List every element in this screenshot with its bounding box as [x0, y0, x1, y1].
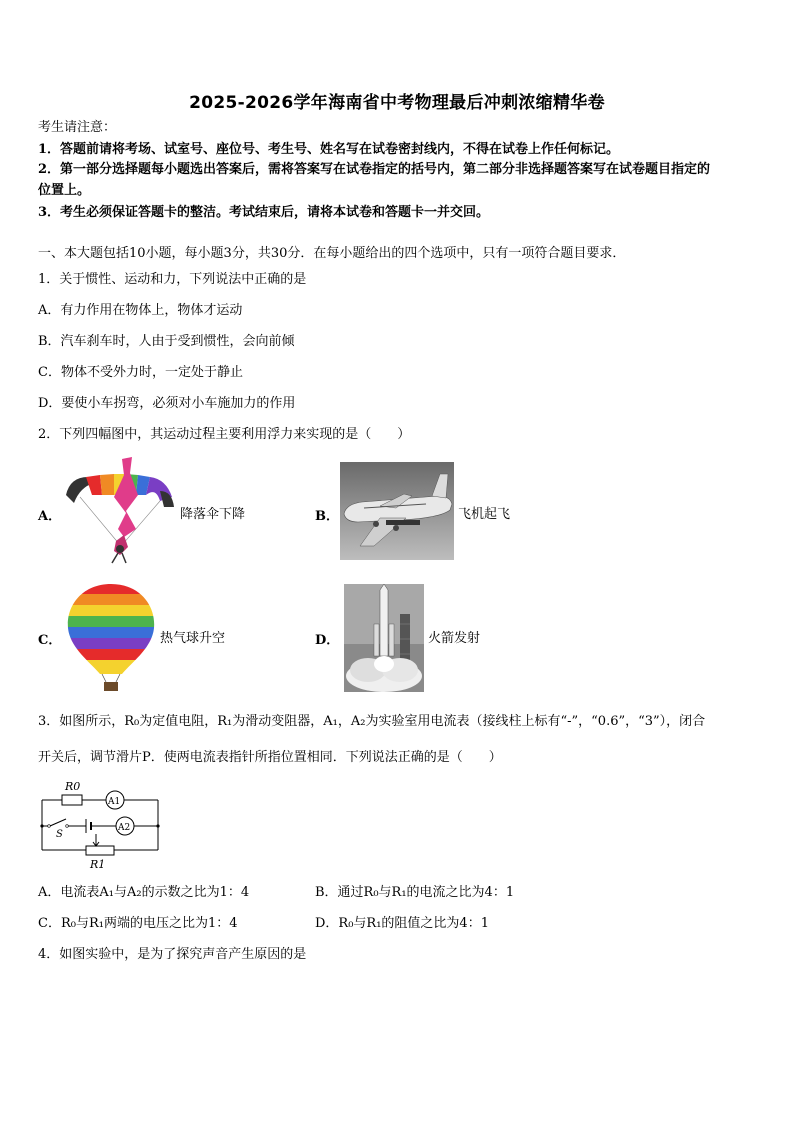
- q2-option-c-letter: C．: [38, 633, 62, 648]
- switch-label: S: [56, 829, 63, 840]
- q3-option-d: D．R₀与R₁的阻值之比为4：1: [315, 916, 489, 931]
- q2-option-a-caption: 降落伞下降: [180, 507, 246, 522]
- question-4-stem: 4．如图实验中，是为了探究声音产生原因的是: [38, 947, 307, 962]
- hot-air-balloon-image: [62, 582, 160, 692]
- notice-heading: 考生请注意：: [38, 120, 117, 135]
- q2-option-a-letter: A．: [38, 509, 62, 524]
- q3-option-b: B．通过R₀与R₁的电流之比为4：1: [315, 885, 515, 900]
- notice-item: 位置上。: [38, 183, 91, 198]
- q2-option-c-caption: 热气球升空: [160, 631, 226, 646]
- q2-option-b-letter: B．: [315, 509, 339, 524]
- q2-option-d-letter: D．: [315, 633, 340, 648]
- parachute-image: [60, 455, 178, 567]
- notice-item: 3．考生必须保证答题卡的整洁。考试结束后，请将本试卷和答题卡一并交回。: [38, 205, 490, 220]
- notice-item: 2．第一部分选择题每小题选出答案后，需将答案写在试卷指定的括号内，第二部分非选择题答案写在试卷题目指定的: [38, 162, 711, 177]
- question-3-stem: 3．如图所示，R₀为定值电阻，R₁为滑动变阻器，A₁，A₂为实验室用电流表（接线柱上标有“-”，“0.6”，“3”），闭合: [38, 714, 706, 729]
- a1-label: A1: [108, 797, 121, 807]
- q2-option-d-caption: 火箭发射: [428, 631, 481, 646]
- q1-option-b: B．汽车刹车时，人由于受到惯性，会向前倾: [38, 334, 295, 349]
- airplane-image: [340, 462, 454, 560]
- q1-option-c: C．物体不受外力时，一定处于静止: [38, 365, 243, 380]
- question-3-stem-cont: 开关后，调节滑片P．使两电流表指针所指位置相同．下列说法正确的是（ ）: [38, 750, 502, 765]
- q3-option-c: C．R₀与R₁两端的电压之比为1：4: [38, 916, 238, 931]
- q3-option-a: A．电流表A₁与A₂的示数之比为1：4: [38, 885, 250, 900]
- circuit-diagram: [36, 776, 166, 872]
- page-title: 2025-2026学年海南省中考物理最后冲刺浓缩精华卷: [189, 93, 605, 113]
- r1-label: R1: [90, 858, 106, 871]
- q1-option-a: A．有力作用在物体上，物体才运动: [38, 303, 243, 318]
- q1-option-d: D．要使小车拐弯，必须对小车施加力的作用: [38, 396, 296, 411]
- q2-option-b-caption: 飞机起飞: [458, 507, 511, 522]
- rocket-launch-image: [344, 584, 424, 692]
- a2-label: A2: [118, 823, 131, 833]
- question-1-stem: 1．关于惯性、运动和力，下列说法中正确的是: [38, 272, 307, 287]
- notice-item: 1．答题前请将考场、试室号、座位号、考生号、姓名写在试卷密封线内，不得在试卷上作任何标记。: [38, 142, 620, 157]
- r0-label: R0: [65, 780, 81, 793]
- question-2-stem: 2．下列四幅图中，其运动过程主要利用浮力来实现的是（ ）: [38, 427, 411, 442]
- section-heading: 一、本大题包括10小题，每小题3分，共30分．在每小题给出的四个选项中，只有一项符合题目要求．: [38, 246, 626, 261]
